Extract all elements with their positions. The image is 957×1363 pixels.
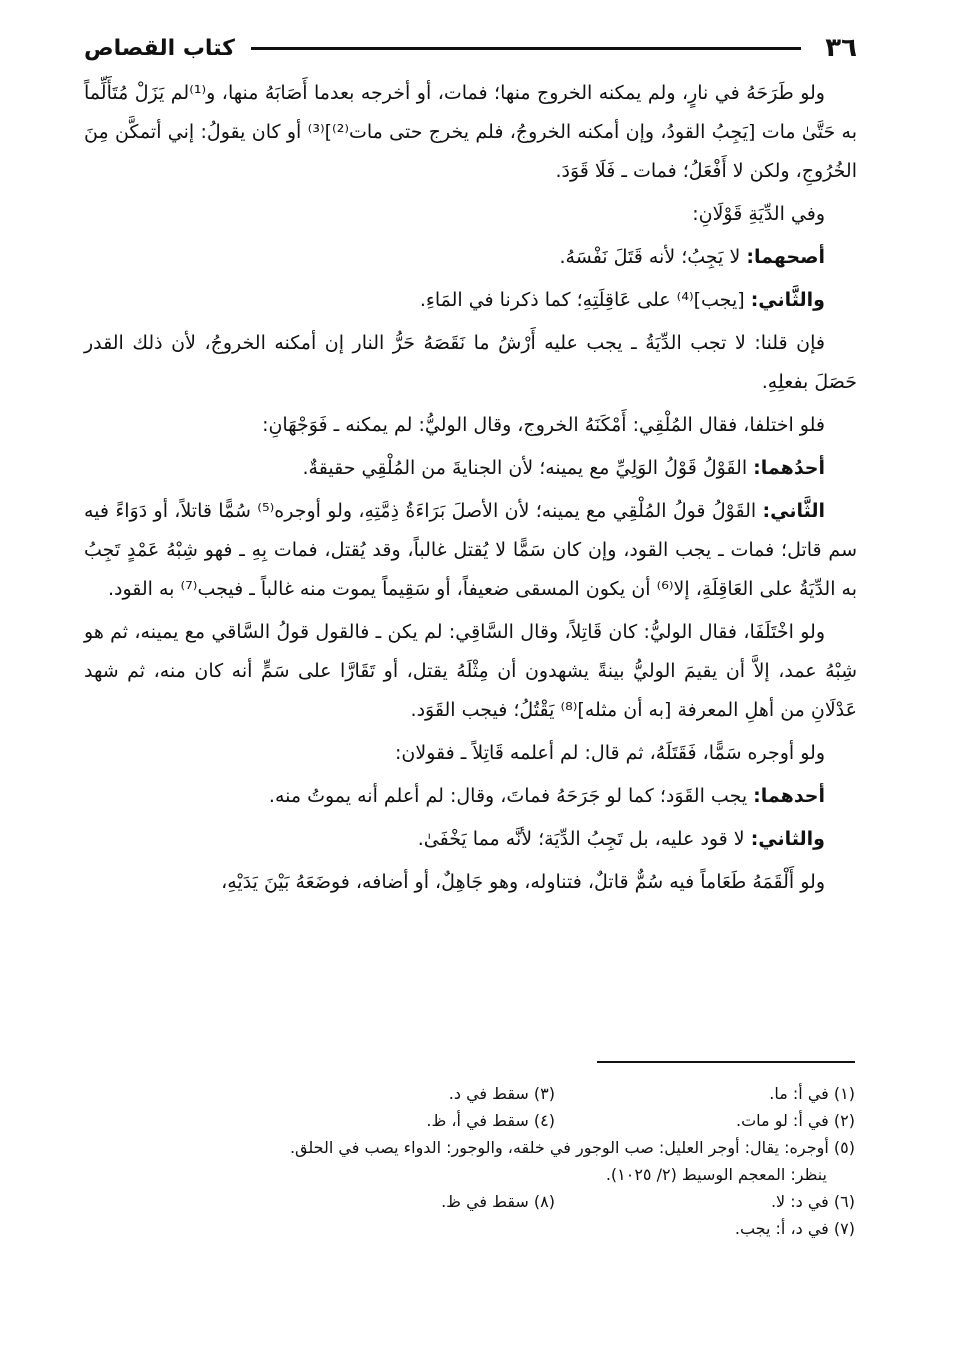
footnote-4: (٤) سقط في أ، ظ. [426, 1111, 555, 1130]
view-text: يجب القَوَد؛ كما لو جَرَحَهُ فماتَ، وقال: لم أعلم أنه يموتُ منه. [268, 785, 748, 807]
aspect-label: الثَّاني: [762, 500, 825, 522]
footnote-2: (٢) في أ: لو مات. [736, 1111, 855, 1130]
footnotes [110, 1080, 855, 1242]
page-header [84, 28, 857, 68]
footnote-5: (٥) أوجره: يقال: أوجر العليل: صب الوجور في خلقه، والوجور: الدواء يصب في الحلق. [289, 1138, 855, 1157]
paragraph-first-aspect [84, 449, 857, 488]
footnote-row [110, 1188, 855, 1215]
page-number: ٣٦ [825, 33, 857, 63]
footnote-5-reference: ينظر: المعجم الوسيط (٢/ ١٠٢٥). [605, 1165, 827, 1184]
header-rule [251, 47, 801, 50]
footnote-row [110, 1080, 855, 1107]
footnote-separator [597, 1061, 855, 1063]
paragraph-second-aspect [84, 492, 857, 609]
opinion-text: [يجب]⁽⁴⁾ على عَاقِلَتِهِ؛ كما ذكرنا في المَاءِ. [419, 289, 745, 311]
view-text: لا قود عليه، بل تَجِبُ الدِّيَة؛ لأنَّه مما يَخْفَىٰ. [417, 828, 745, 850]
view-label: أحدهما: [753, 785, 825, 807]
book-title: كتاب القصاص [84, 35, 235, 61]
footnote-7: (٧) في د، أ: يجب. [734, 1219, 855, 1238]
main-text [84, 74, 857, 906]
paragraph-first-opinion [84, 238, 857, 277]
footnote-row [110, 1107, 855, 1134]
paragraph-poison-ignorance: ولو أوجره سَمًّا، فَقَتَلَهُ، ثم قال: لم أعلمه قَاتِلاً ـ فقولان: [395, 742, 825, 764]
paragraph-poisoned-food: ولو أَلْقَمَهُ طَعَاماً فيه سُمٌّ قاتلٌ، فتناوله، وهو جَاهِلٌ، أو أضافه، فوضَعَهُ بَيْنَ يَدَيْهِ، [221, 871, 825, 893]
view-label: والثاني: [750, 828, 825, 850]
footnote-8: (٨) سقط في ظ. [441, 1192, 555, 1211]
footnote-3: (٣) سقط في د. [448, 1084, 555, 1103]
footnote-1: (١) في أ: ما. [769, 1084, 855, 1103]
opinion-label: أصحهما: [746, 246, 825, 268]
paragraph-poison-dispute: ولو اخْتَلَفَا، فقال الوليُّ: كان قَاتِلاً، وقال السَّاقِي: لم يكن ـ فالقول قولُ السَّاقي مع يمينه، ثم هو شِبْهُ عمد، إلاَّ أن يقيمَ الوليُّ بينةً يشهدون أن مِثْلَهُ يقتل، أو تَقَارَّا على سَمٍّ أنه كان منه، ثم شهد عَدْلَانِ من أهلِ المعرفة [به أن مثله]⁽⁸⁾ يَقْتُلُ؛ فيجب القَوَد. [84, 621, 857, 721]
opinion-text: لا يَجِبُ؛ لأنه قَتَلَ نَفْسَهُ. [559, 246, 741, 268]
paragraph-dispute: فلو اختلفا، فقال المُلْقِي: أَمْكَنَهُ الخروج، وقال الوليُّ: لم يمكنه ـ فَوَجْهَانِ: [262, 414, 825, 436]
aspect-text: القَوْلُ قَوْلُ الوَلِيِّ مع يمينه؛ لأن الجنايةَ من المُلْقِي حقيقةٌ. [302, 457, 748, 479]
paragraph-second-view [84, 820, 857, 859]
paragraph-fire: ولو طَرَحَهُ في نارٍ، ولم يمكنه الخروج منها؛ فمات، أو أخرجه بعدما أَصَابَهُ منها، و⁽¹⁾لم يَزَلْ مُتَأَلِّماً به حَتَّىٰ مات [يَجِبُ القودُ، وإن أمكنه الخروجُ، فلم يخرج حتى مات⁽²⁾]⁽³⁾ أو كان يقولُ: إني أتمكَّن مِنَ الخُرُوجِ، ولكن لا أَفْعَلُ؛ فمات ـ فَلَا قَوَدَ. [84, 82, 858, 182]
aspect-label: أحدُهما: [753, 457, 825, 479]
paragraph-first-view [84, 777, 857, 816]
paragraph-arsh: فإن قلنا: لا تجب الدِّيَةُ ـ يجب عليه أَرْشُ ما نَقَصَهُ حَرُّ النار إن أمكنه الخروجُ، لأن ذلك القدر حَصَلَ بفعلِهِ. [84, 332, 857, 393]
paragraph-diya-two-opinions: وفي الدِّيَةِ قَوْلَانِ: [692, 203, 825, 225]
aspect-text: القَوْلُ قولُ المُلْقِي مع يمينه؛ لأن الأصلَ بَرَاءَةُ ذِمَّتِهِ، ولو أوجره⁽⁵⁾ سُمًّا قاتلاً، أو دَوَاءً فيه سم قاتل؛ فمات ـ يجب القود، وإن كان سَمًّا لا يُقتل غالباً، وقد يُقتل، فمات بِهِ ـ فهو شِبْهُ عَمْدٍ تَجِبُ به الدِّيَةُ على العَاقِلَةِ، إلا⁽⁶⁾ أن يكون المسقى ضعيفاً، أو سَقِيماً يموت منه غالباً ـ فيجب⁽⁷⁾ به القود. [84, 500, 857, 600]
paragraph-second-opinion [84, 281, 857, 320]
footnote-6: (٦) في د: لا. [770, 1192, 855, 1211]
opinion-label: والثَّاني: [750, 289, 825, 311]
